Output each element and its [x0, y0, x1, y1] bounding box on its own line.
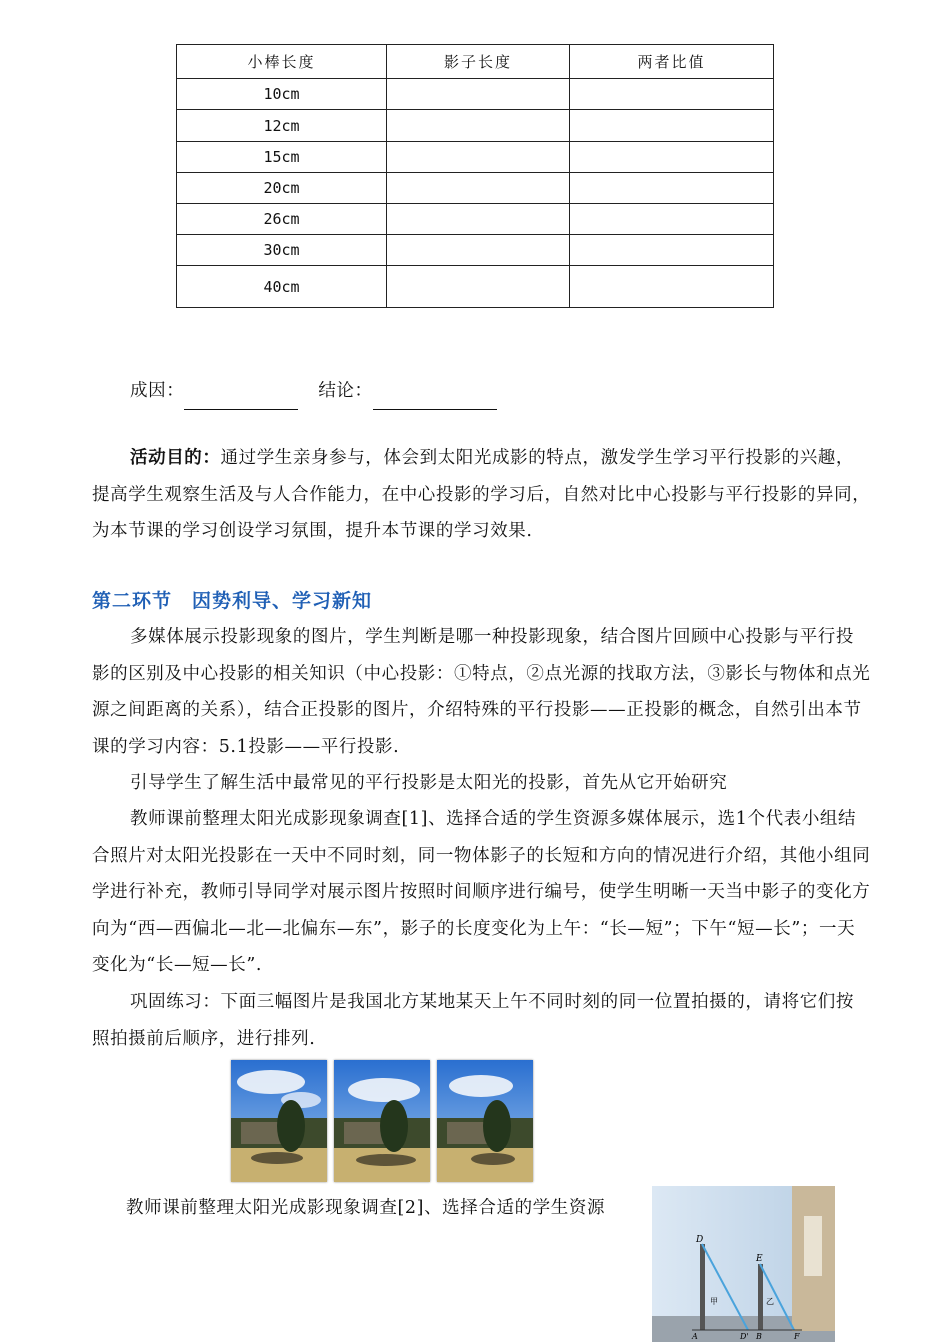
label-F: F — [794, 1332, 800, 1341]
photo-2 — [334, 1060, 430, 1182]
purpose-paragraph — [92, 440, 872, 550]
header-ratio: 两者比值 — [570, 45, 774, 79]
header-rod-length: 小棒长度 — [177, 45, 387, 79]
paragraph-3: 教师课前整理太阳光成影现象调查[1]、选择合适的学生资源多媒体展示，选1个代表小组结合照片对太阳光投影在一天中不同时刻，同一物体影子的长短和方向的情况进行介绍，其他小组同学进行补充，教师引导同学对展示图片按照时间顺序进行编号，使学生明晰一天当中影子的变化方向为“西—西偏北—北—北偏东—东”，影子的长度变化为上午：“长—短”；下午“短—长”；一天变化为“长—短—长”. — [92, 809, 871, 975]
cause-blank[interactable] — [184, 389, 298, 410]
photo-3 — [437, 1060, 533, 1182]
label-jia: 甲 — [710, 1297, 718, 1306]
table-row: 15cm — [177, 142, 774, 173]
conclusion-label: 结论： — [318, 381, 373, 401]
label-E: E — [756, 1254, 763, 1264]
purpose-label: 活动目的： — [130, 448, 221, 468]
table-row: 12cm — [177, 110, 774, 142]
table-row: 30cm — [177, 235, 774, 266]
photo-1 — [231, 1060, 327, 1182]
purpose-text: 通过学生亲身参与，体会到太阳光成影的特点，激发学生学习平行投影的兴趣，提高学生观察生活及与人合作能力，在中心投影的学习后，自然对比中心投影与平行投影的异同，为本节课的学习创设学习氛围，提升本节课的学习效果. — [92, 448, 871, 541]
conclusion-blank[interactable] — [373, 389, 497, 410]
label-B: B — [756, 1332, 762, 1341]
table-row: 40cm — [177, 266, 774, 308]
header-shadow-length: 影子长度 — [387, 45, 570, 79]
table-row: 26cm — [177, 204, 774, 235]
shadow-diagram — [652, 1186, 835, 1342]
paragraph-4: 巩固练习：下面三幅图片是我国北方某地某天上午不同时刻的同一位置拍摄的，请将它们按照拍摄前后顺序，进行排列. — [92, 992, 854, 1049]
label-Dprime: D' — [740, 1332, 749, 1341]
paragraph-5: 教师课前整理太阳光成影现象调查[2]、选择合适的学生资源 — [126, 1198, 606, 1218]
paragraph-1: 多媒体展示投影现象的图片，学生判断是哪一种投影现象，结合图片回顾中心投影与平行投影的区别及中心投影的相关知识（中心投影：①特点，②点光源的找取方法，③影长与物体和点光源之间距离的关系），结合正投影的图片，介绍特殊的平行投影——正投影的概念，自然引出本节课的学习内容：5.1投影——平行投影. — [92, 627, 871, 757]
label-yi: 乙 — [766, 1297, 774, 1306]
fill-line — [130, 373, 730, 410]
table-row: 20cm — [177, 173, 774, 204]
paragraph-2: 引导学生了解生活中最常见的平行投影是太阳光的投影，首先从它开始研究 — [130, 773, 728, 793]
label-D: D — [696, 1235, 704, 1245]
table-header-row — [177, 45, 774, 79]
section-heading: 第二环节 因势利导、学习新知 — [92, 590, 373, 612]
label-A: A — [692, 1332, 698, 1341]
table-row: 10cm — [177, 79, 774, 110]
measurement-table — [176, 44, 774, 308]
cause-label: 成因： — [130, 381, 185, 401]
